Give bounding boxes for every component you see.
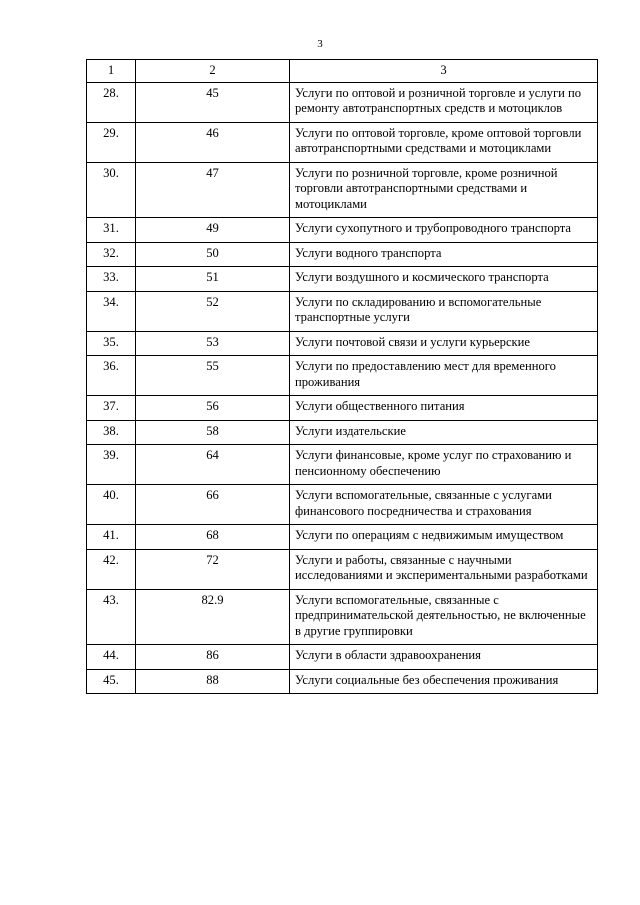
page-number: 3 bbox=[317, 38, 323, 50]
row-description-cell: Услуги по операциям с недвижимым имуществом bbox=[290, 525, 598, 550]
row-number-cell: 40. bbox=[87, 485, 136, 525]
row-number-cell: 39. bbox=[87, 445, 136, 485]
row-description-cell: Услуги вспомогательные, связанные с услугами финансового посредничества и страхования bbox=[290, 485, 598, 525]
table-row bbox=[87, 267, 598, 292]
services-table bbox=[86, 59, 598, 694]
row-number-cell: 29. bbox=[87, 122, 136, 162]
row-description-cell: Услуги издательские bbox=[290, 420, 598, 445]
row-number-cell: 41. bbox=[87, 525, 136, 550]
row-code-cell: 68 bbox=[136, 525, 290, 550]
row-description-cell: Услуги по складированию и вспомогательные транспортные услуги bbox=[290, 291, 598, 331]
table-row bbox=[87, 396, 598, 421]
row-description-cell: Услуги по оптовой торговле, кроме оптовой торговли автотранспортными средствами и мотоциклами bbox=[290, 122, 598, 162]
table-row bbox=[87, 162, 598, 218]
row-description-cell: Услуги сухопутного и трубопроводного транспорта bbox=[290, 218, 598, 243]
row-number-cell: 28. bbox=[87, 82, 136, 122]
header-cell-1: 1 bbox=[87, 60, 136, 83]
table-row bbox=[87, 549, 598, 589]
header-cell-2: 2 bbox=[136, 60, 290, 83]
table-row bbox=[87, 669, 598, 694]
row-code-cell: 86 bbox=[136, 645, 290, 670]
row-description-cell: Услуги вспомогательные, связанные с предпринимательской деятельностью, не включенные в другие группировки bbox=[290, 589, 598, 645]
table-row bbox=[87, 525, 598, 550]
table-row bbox=[87, 420, 598, 445]
row-description-cell: Услуги по предоставлению мест для временного проживания bbox=[290, 356, 598, 396]
row-code-cell: 47 bbox=[136, 162, 290, 218]
table-row bbox=[87, 242, 598, 267]
row-number-cell: 43. bbox=[87, 589, 136, 645]
row-code-cell: 45 bbox=[136, 82, 290, 122]
row-number-cell: 34. bbox=[87, 291, 136, 331]
table-row bbox=[87, 218, 598, 243]
row-description-cell: Услуги почтовой связи и услуги курьерские bbox=[290, 331, 598, 356]
table-body bbox=[87, 60, 598, 694]
table-row bbox=[87, 589, 598, 645]
row-description-cell: Услуги водного транспорта bbox=[290, 242, 598, 267]
row-code-cell: 72 bbox=[136, 549, 290, 589]
row-code-cell: 46 bbox=[136, 122, 290, 162]
row-number-cell: 42. bbox=[87, 549, 136, 589]
table-row bbox=[87, 82, 598, 122]
row-description-cell: Услуги социальные без обеспечения проживания bbox=[290, 669, 598, 694]
row-number-cell: 33. bbox=[87, 267, 136, 292]
row-code-cell: 52 bbox=[136, 291, 290, 331]
row-number-cell: 38. bbox=[87, 420, 136, 445]
row-description-cell: Услуги финансовые, кроме услуг по страхованию и пенсионному обеспечению bbox=[290, 445, 598, 485]
table-row bbox=[87, 291, 598, 331]
row-code-cell: 64 bbox=[136, 445, 290, 485]
row-description-cell: Услуги и работы, связанные с научными исследованиями и экспериментальными разработками bbox=[290, 549, 598, 589]
header-cell-3: 3 bbox=[290, 60, 598, 83]
table-row bbox=[87, 645, 598, 670]
row-description-cell: Услуги по оптовой и розничной торговле и услуги по ремонту автотранспортных средств и мотоциклов bbox=[290, 82, 598, 122]
table-row bbox=[87, 122, 598, 162]
table-row bbox=[87, 445, 598, 485]
row-number-cell: 32. bbox=[87, 242, 136, 267]
row-number-cell: 35. bbox=[87, 331, 136, 356]
table-row bbox=[87, 331, 598, 356]
row-code-cell: 66 bbox=[136, 485, 290, 525]
row-number-cell: 30. bbox=[87, 162, 136, 218]
row-code-cell: 58 bbox=[136, 420, 290, 445]
row-code-cell: 56 bbox=[136, 396, 290, 421]
table-header-row bbox=[87, 60, 598, 83]
row-number-cell: 36. bbox=[87, 356, 136, 396]
row-code-cell: 49 bbox=[136, 218, 290, 243]
row-code-cell: 50 bbox=[136, 242, 290, 267]
row-number-cell: 31. bbox=[87, 218, 136, 243]
row-description-cell: Услуги воздушного и космического транспорта bbox=[290, 267, 598, 292]
row-description-cell: Услуги общественного питания bbox=[290, 396, 598, 421]
table-row bbox=[87, 356, 598, 396]
table-row bbox=[87, 485, 598, 525]
row-code-cell: 82.9 bbox=[136, 589, 290, 645]
row-code-cell: 55 bbox=[136, 356, 290, 396]
row-number-cell: 45. bbox=[87, 669, 136, 694]
row-code-cell: 88 bbox=[136, 669, 290, 694]
row-description-cell: Услуги в области здравоохранения bbox=[290, 645, 598, 670]
row-code-cell: 53 bbox=[136, 331, 290, 356]
row-description-cell: Услуги по розничной торговле, кроме розничной торговли автотранспортными средствами и мотоциклами bbox=[290, 162, 598, 218]
row-code-cell: 51 bbox=[136, 267, 290, 292]
row-number-cell: 44. bbox=[87, 645, 136, 670]
row-number-cell: 37. bbox=[87, 396, 136, 421]
